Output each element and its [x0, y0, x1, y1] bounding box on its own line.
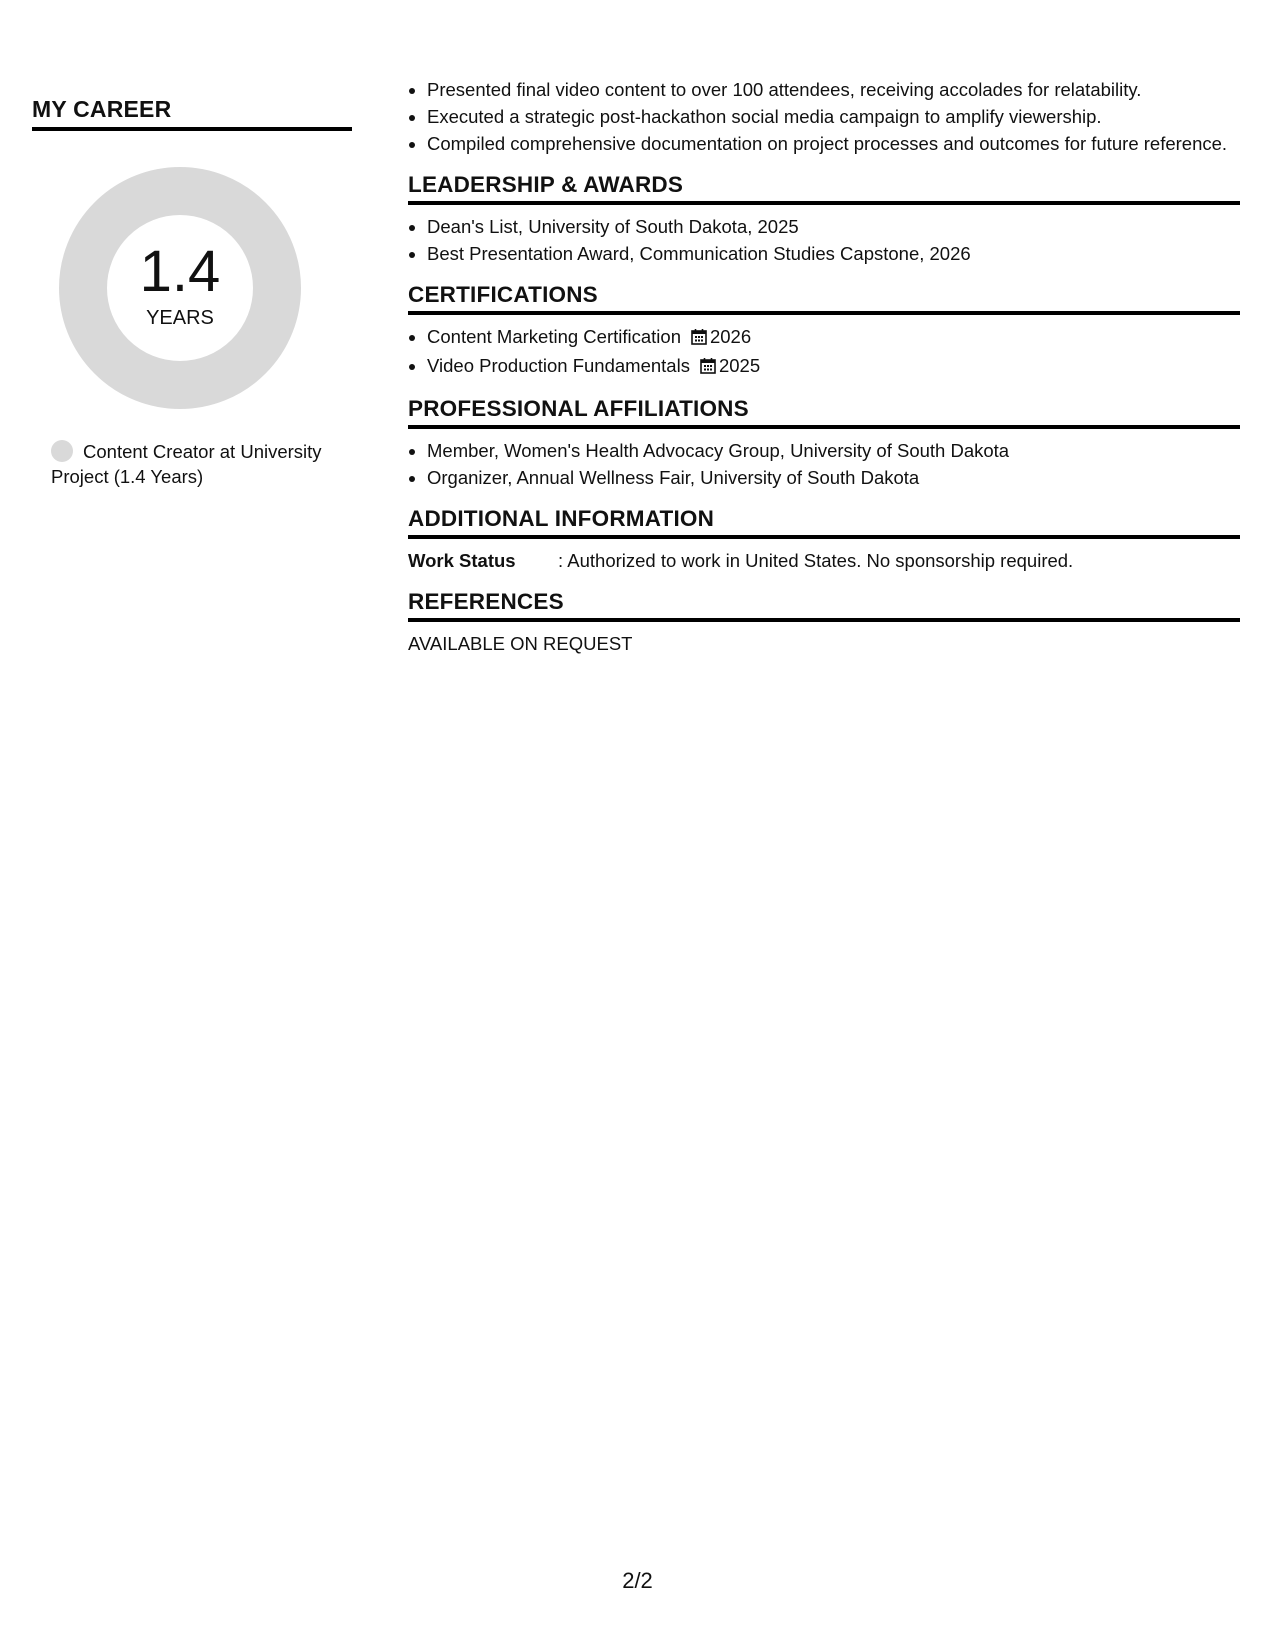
affiliations-list: [408, 439, 1240, 490]
certification-name: Content Marketing Certification: [427, 326, 681, 347]
list-item: • Dean's List, University of South Dakota, 2025: [427, 215, 1240, 239]
list-item: • Member, Women's Health Advocacy Group, University of South Dakota: [427, 439, 1240, 463]
my-career-heading: MY CAREER: [32, 96, 352, 131]
work-status-value: : Authorized to work in United States. No sponsorship required.: [558, 550, 1074, 571]
references-heading: REFERENCES: [408, 589, 1240, 622]
career-legend: [51, 439, 351, 489]
experience-bullets: [408, 78, 1240, 156]
page-number: 2/2: [622, 1568, 653, 1593]
certifications-section: [408, 282, 1240, 380]
work-status-label: Work Status: [408, 550, 516, 571]
certification-name: Video Production Fundamentals: [427, 355, 690, 376]
affiliations-section: [408, 396, 1240, 490]
leadership-section: [408, 172, 1240, 266]
references-section: [408, 589, 1240, 656]
certifications-list: [408, 325, 1240, 380]
affiliations-heading: PROFESSIONAL AFFILIATIONS: [408, 396, 1240, 429]
additional-info-section: [408, 506, 1240, 573]
list-item: • Best Presentation Award, Communication Studies Capstone, 2026: [427, 242, 1240, 266]
certifications-heading: CERTIFICATIONS: [408, 282, 1240, 315]
certification-year: 2025: [718, 355, 761, 376]
career-years-unit: YEARS: [146, 307, 214, 329]
list-item: [427, 354, 1240, 380]
list-item: • Presented final video content to over 100 attendees, receiving accolades for relatability.: [427, 78, 1240, 102]
legend-label: Content Creator at University Project (1.4 Years): [51, 441, 322, 487]
main-content: [408, 78, 1240, 656]
sidebar: [32, 96, 352, 489]
calendar-icon: [700, 356, 716, 380]
calendar-icon: [691, 327, 707, 351]
references-text: AVAILABLE ON REQUEST: [408, 633, 633, 654]
career-donut-chart: [57, 165, 303, 411]
list-item: [427, 325, 1240, 351]
list-item: • Compiled comprehensive documentation on project processes and outcomes for future reference.: [427, 132, 1240, 156]
leadership-heading: LEADERSHIP & AWARDS: [408, 172, 1240, 205]
certification-year: 2026: [709, 326, 752, 347]
leadership-list: [408, 215, 1240, 266]
work-status-row: [408, 549, 1240, 573]
additional-info-heading: ADDITIONAL INFORMATION: [408, 506, 1240, 539]
list-item: • Organizer, Annual Wellness Fair, University of South Dakota: [427, 466, 1240, 490]
legend-dot: [51, 440, 73, 462]
career-years-value: 1.4: [139, 239, 221, 304]
list-item: • Executed a strategic post-hackathon social media campaign to amplify viewership.: [427, 105, 1240, 129]
